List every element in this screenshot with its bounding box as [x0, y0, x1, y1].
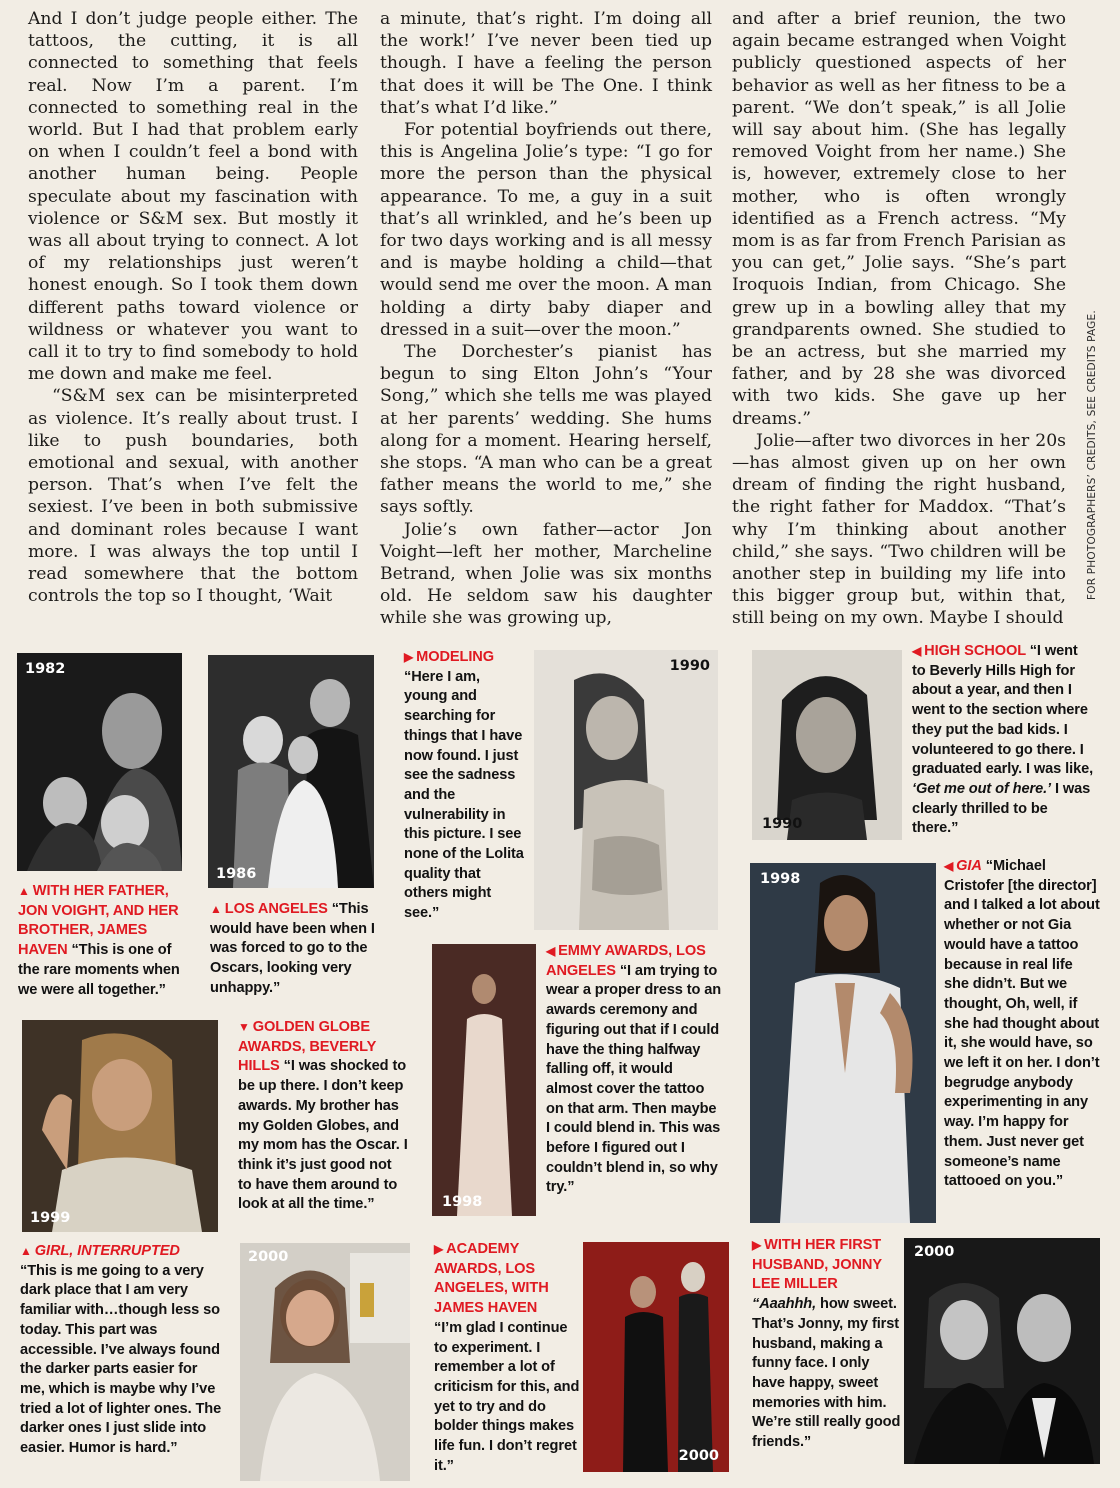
caption-heading: GIA: [956, 858, 982, 874]
photo-year-label: 1999: [30, 1210, 71, 1226]
photo-year-label: 1998: [442, 1194, 483, 1210]
caption-text: “This would have been when I was forced to go to the Oscars, looking very unhappy.”: [210, 901, 375, 996]
triangle-left-icon: ◀: [546, 944, 556, 958]
photo-art: [534, 650, 718, 930]
caption-text: “I’m glad I continue to experiment. I remember a lot of criticism for this, and yet to try and do bolder things makes life fun. I don’t regret it.”: [434, 1319, 580, 1474]
caption-text: “I went to Beverly Hills High for about a year, and then I went to the section where they put the bad kids. I volunteered to go there. I graduated early. I was like,: [912, 643, 1094, 778]
paragraph: Jolie—after two divorces in her 20s—has almost given up on her own dream of finding the right husband, the right father for Maddox. “That’s why I’m thinking about another child,” she says. “Two children will be another step in building my life into this bigger group but, within that, still being on my own. Maybe I should: [732, 430, 1066, 629]
article-column-2: [380, 8, 712, 629]
paragraph: The Dorchester’s pianist has begun to sing Elton John’s “Your Song,” which she tells me was played at her parents’ wedding. She hums along for a moment. Hearing herself, she stops. “A man who can be a great father means the world to me,” she says softly.: [380, 342, 712, 518]
photo-art: [17, 653, 182, 871]
photo-year-label: 1986: [216, 866, 257, 882]
photo-year-label: 2000: [248, 1249, 289, 1265]
photo-art: [432, 944, 536, 1216]
photo-2000-golden-globe: [240, 1243, 410, 1481]
photo-1990-high-school: [752, 650, 902, 840]
paragraph: and after a brief reunion, the two again became estranged when Voight publicly questioned aspects of her behavior as well as her fitness to be a parent. “We don’t speak,” is all Jolie will say about him. (She has legally removed Voight from her name.) She is, however, extremely close to her mother, who is often wrongly identified as a French actress. “My mom is as far from French Parisian as you can get,” Jolie says. “She’s part Iroquois Indian, from Chicago. She grew up in a bowling alley that my grandparents owned. She studied to be an actress, but she married my father, and by 28 she was divorced with two kids. She gave up her dreams.”: [732, 9, 1066, 429]
triangle-up-icon: ▲: [20, 1244, 32, 1258]
article-column-1: [28, 8, 358, 613]
caption-first-husband: [752, 1236, 902, 1453]
caption-heading: GOLDEN GLOBE AWARDS, BEVERLY HILLS: [238, 1019, 376, 1075]
caption-text-italic: ‘Get me out of here.’: [912, 780, 1051, 797]
photo-art: [208, 655, 374, 888]
photo-art: [904, 1238, 1100, 1464]
article-column-3: [732, 8, 1066, 629]
photo-year-label: 2000: [914, 1244, 955, 1260]
caption-heading: ACADEMY AWARDS, LOS ANGELES, WITH JAMES HAVEN: [434, 1241, 549, 1317]
photo-1990-modeling: [534, 650, 718, 930]
photo-year-label: 1990: [669, 658, 710, 674]
caption-academy-awards: [434, 1240, 584, 1476]
photo-art: [583, 1242, 729, 1472]
caption-emmy-awards: [546, 942, 722, 1198]
photo-year-label: 2000: [678, 1448, 719, 1464]
photo-art: [752, 650, 902, 840]
paragraph: “S&M sex can be misinterpreted as violence. It’s really about trust. I like to push boundaries, both emotional and sexual, with another person. That’s when I’ve felt the sexiest. I’ve been in both submissive and dominant roles because I want more. I was always the top until I read somewhere that the bottom controls the top so I thought, ‘Wait: [28, 386, 358, 607]
caption-heading: EMMY AWARDS, LOS ANGELES: [546, 943, 706, 979]
caption-with-her-father: [18, 882, 190, 1000]
caption-text: “Michael Cristofer [the director] and I talked a lot about whether or not Gia would have a tattoo because in real life she didn’t. But we thought, Oh, well, if she had thought about it, she would have, so we left it on her. I don’t begrudge anybody experimenting in any way. I’m happy for them. Just never get someone’s name tattooed on you.”: [944, 858, 1100, 1190]
photo-year-label: 1990: [762, 816, 803, 832]
triangle-up-icon: ▲: [210, 902, 222, 916]
caption-text: how sweet. That’s Jonny, my first husband, making a funny face. I only have happy, sweet memories with him. We’re still really good friends.”: [752, 1296, 901, 1451]
caption-heading: MODELING: [416, 649, 494, 665]
paragraph: Jolie’s own father—actor Jon Voight—left her mother, Marcheline Betrand, when Jolie was six months old. He seldom saw his daughter while she was growing up,: [380, 519, 712, 629]
caption-heading: WITH HER FATHER, JON VOIGHT, AND HER BROTHER, JAMES HAVEN: [18, 883, 179, 959]
caption-heading: LOS ANGELES: [224, 901, 328, 917]
paragraph: And I don’t judge people either. The tattoos, the cutting, it is all connected to something that feels real. Now I’m a parent. I’m connected to something real in the world. But I had that problem early on when I couldn’t feel a bond with another human being. People speculate about my fascination with violence or S&M sex. But mostly it was all about trying to connect. A lot of my relationships just weren’t honest enough. So I took them down different paths toward violence or wildness or whatever you want to call it to try to find somebody to hold me down and make me feel.: [28, 9, 358, 385]
photo-1998-emmy: [432, 944, 536, 1216]
paragraph: For potential boyfriends out there, this is Angelina Jolie’s type: “I go for more the person than the physical appearance. To me, a guy in a suit that’s all wrinkled, and he’s been up for two days working and is all messy and is maybe holding a child—that would send me over the moon. A man holding a dirty baby diaper and dressed in a suit—over the moon.”: [380, 120, 712, 340]
photo-year-label: 1982: [25, 661, 66, 677]
photo-year-label: 1998: [760, 871, 801, 887]
photo-art: [22, 1020, 218, 1232]
caption-los-angeles: [210, 900, 378, 999]
photo-2000-first-husband: [904, 1238, 1100, 1464]
photo-art: [240, 1243, 410, 1481]
caption-golden-globe: [238, 1018, 408, 1215]
caption-heading: WITH HER FIRST HUSBAND, JONNY LEE MILLER: [752, 1237, 882, 1293]
triangle-left-icon: ◀: [912, 644, 922, 658]
triangle-down-icon: ▼: [238, 1020, 250, 1034]
photo-1998-gia: [750, 863, 936, 1223]
photo-1999-girl-interrupted: [22, 1020, 218, 1232]
photo-1982-family: [17, 653, 182, 871]
caption-text: “This is one of the rare moments when we were all together.”: [18, 942, 180, 998]
triangle-right-icon: ▶: [434, 1242, 444, 1256]
caption-modeling: [404, 648, 526, 924]
caption-high-school: [912, 642, 1094, 839]
photo-1986-los-angeles: [208, 655, 374, 888]
photo-art: [750, 863, 936, 1223]
caption-text: “This is me going to a very dark place that I am very familiar with…though less so today. This part was accessible. I’ve always found the darker parts easier for me, which is maybe why I’ve tried a lot of lighter ones. The darker ones I just slide into easier. Humor is hard.”: [20, 1262, 222, 1457]
caption-heading: GIRL, INTERRUPTED: [34, 1243, 180, 1259]
triangle-right-icon: ▶: [752, 1238, 762, 1252]
paragraph: a minute, that’s right. I’m doing all the work!’ I’ve never been tied up though. I have a feeling the person that does it will be The One. I think that’s what I’d like.”: [380, 9, 712, 118]
caption-heading: HIGH SCHOOL: [924, 643, 1026, 659]
caption-text: “I am trying to wear a proper dress to an awards ceremony and figuring out that if I could have the thing halfway falling off, it would almost cover the tattoo on that arm. Then maybe I could blend in. This was before I figured out I couldn’t blend in, so why try.”: [546, 962, 722, 1196]
caption-text: I was clearly thrilled to be there.”: [912, 780, 1091, 837]
triangle-up-icon: ▲: [18, 884, 30, 898]
triangle-left-icon: ◀: [944, 859, 954, 873]
caption-girl-interrupted: [20, 1242, 226, 1459]
caption-text-italic: “Aaahhh,: [752, 1296, 817, 1313]
caption-text: “I was shocked to be up there. I don’t keep awards. My brother has my Golden Globes, and my mom has the Oscar. I think it’s just good not to have them around to look at all the time.”: [238, 1058, 408, 1213]
caption-text: “Here I am, young and searching for things that I have now found. I just see the sadness and the vulnerability in this picture. I see none of the Lolita quality that others might see.”: [404, 668, 524, 922]
caption-gia: [944, 857, 1100, 1192]
triangle-right-icon: ▶: [404, 650, 414, 664]
photo-credit-note: FOR PHOTOGRAPHERS’ CREDITS, SEE CREDITS PAGE.: [1086, 310, 1098, 600]
photo-2000-academy-awards: [583, 1242, 729, 1472]
